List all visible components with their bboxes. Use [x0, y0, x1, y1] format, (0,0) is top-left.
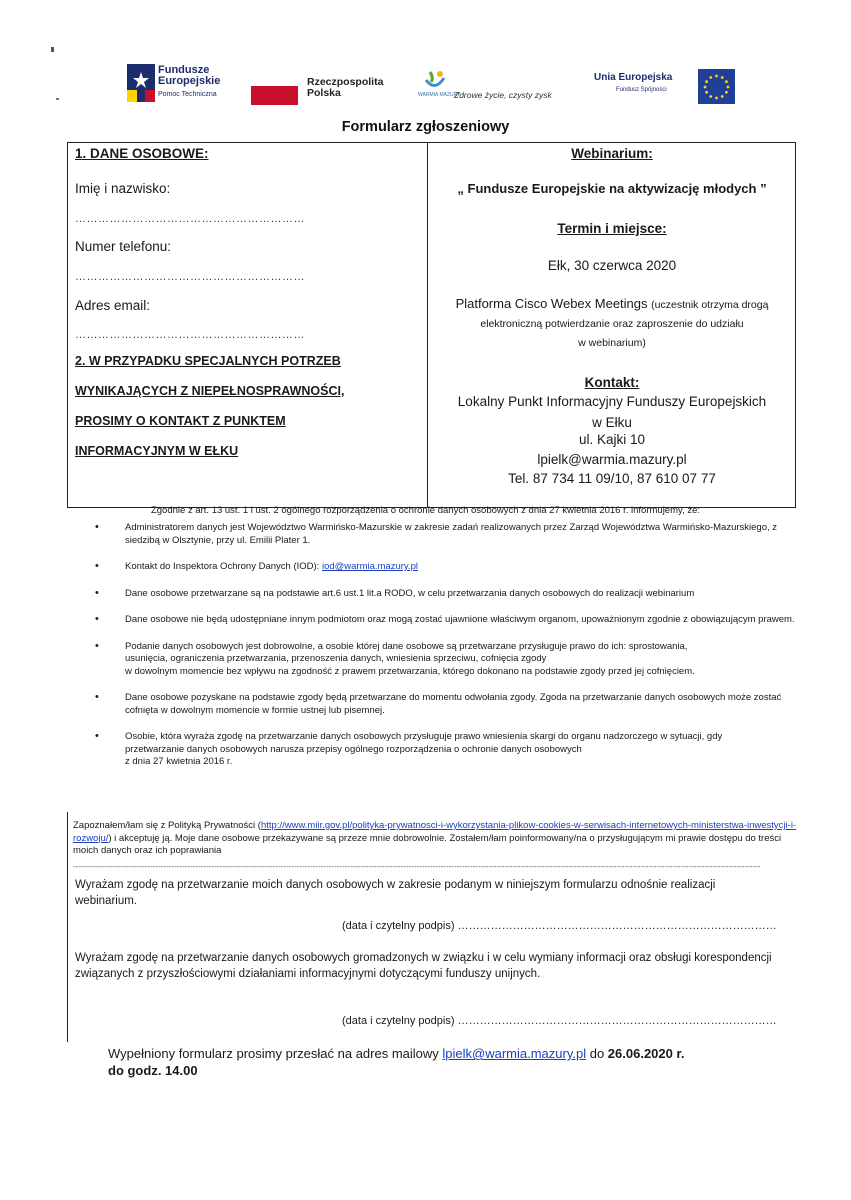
signature-dots: ……………………………………………………………………………: [457, 1015, 777, 1027]
contact-office: Lokalny Punkt Informacyjny Funduszy Europejskich: [457, 394, 767, 409]
rp-logo-text: Rzeczpospolita Polska: [307, 76, 384, 99]
polish-flag-icon: [251, 86, 298, 105]
scan-mark: [56, 98, 59, 100]
gdpr-bullet-complaint: [95, 731, 795, 769]
warmia-mazury-name: WARMIA MAZURY: [418, 92, 461, 98]
contact-city: w Ełku: [592, 415, 632, 430]
gdpr-bullet-rights: [95, 641, 795, 679]
fe-logo-text: Fundusze Europejskie: [158, 64, 221, 87]
footer-email-link[interactable]: lpielk@warmia.mazury.pl: [442, 1046, 587, 1061]
phone-label: Numer telefonu:: [75, 239, 172, 254]
warmia-mazury-icon: [422, 68, 448, 92]
signature-dots: ……………………………………………………………………………: [457, 920, 777, 932]
signature-label: (data i czytelny podpis): [342, 920, 455, 932]
gdpr-intro: Zgodnie z art. 13 ust. 1 i ust. 2 ogólnego rozporządzenia o ochronie danych osobowych z dnia 27 kwietnia 2016 r. informujemy, że:: [150, 505, 701, 516]
term-heading: Termin i miejsce:: [557, 221, 667, 236]
footer-time: do godz. 14.00: [108, 1063, 198, 1078]
complaint-line2: przetwarzanie danych osobowych narusza przepisy ogólnego rozporządzenia o ochronie danych osobowych: [125, 743, 582, 755]
iod-email-link[interactable]: iod@warmia.mazury.pl: [321, 561, 419, 572]
name-label: Imię i nazwisko:: [75, 181, 171, 196]
consent-processing: Wyrażam zgodę na przetwarzanie moich danych osobowych w zakresie podanym w niniejszym formularzu odnośnie realizacji webinarium.: [75, 879, 716, 907]
privacy-policy-statement: [73, 820, 798, 858]
email-label: Adres email:: [75, 298, 151, 313]
special-needs-line3: PROSIMY O KONTAKT Z PUNKTEM: [75, 414, 286, 428]
logo-fundusze-europejskie: [127, 64, 247, 106]
fe-logo-subtitle: Pomoc Techniczna: [158, 91, 217, 98]
rights-line1: • Podanie danych osobowych jest dobrowolne, a osobie której dane osobowe są przetwarzane przysługuje prawo do ich: sprostowania,: [125, 640, 688, 652]
name-field[interactable]: ……………………………………………………: [75, 213, 305, 225]
fe-star-icon: [127, 64, 155, 102]
gdpr-bullet-administrator: • Administratorem danych jest Województwo Warmińsko-Mazurskie w zakresie zadań realizowanych przez Zarząd Województwa Warmińsko-Mazurskiego, z siedzibą w Olsztynie, przy ul. Emilii Plater 1.: [95, 522, 795, 547]
pp-text-before: Zapoznałem/łam się z Polityką Prywatności (: [73, 820, 261, 831]
gdpr-bullet-legal-basis: • Dane osobowe przetwarzane są na podstawie art.6 ust.1 lit.a RODO, w celu przetwarzania danych osobowych do realizacji webinarium: [95, 588, 795, 601]
platform-note: (uczestnik otrzyma drogą: [651, 299, 769, 311]
consent-frame-left: [67, 812, 68, 1042]
privacy-policy-link[interactable]: http://www.miir.gov.pl/polityka-prywatnosci-i-wykorzystania-plikow-cookies-w-serwisach-internetowych-ministerstwa-inwestycji-i-rozwoju/: [73, 820, 797, 844]
signature-label: (data i czytelny podpis): [342, 1015, 455, 1027]
platform-note-line2: elektroniczną potwierdzanie oraz zaproszenie do udziału: [480, 318, 744, 330]
consent-correspondence: Wyrażam zgodę na przetwarzanie danych osobowych gromadzonych w związku i w celu wymiany informacji oraz obsługi korespondencji związanych z przyszłościowymi działaniami informacyjnymi dotyczącymi funduszy unijnych.: [75, 952, 772, 980]
complaint-line3: z dnia 27 kwietnia 2016 r.: [125, 756, 233, 767]
footer-deadline: 26.06.2020 r.: [607, 1046, 685, 1061]
ue-logo-subtitle: Fundusz Spójności: [616, 87, 667, 93]
webinar-title: „ Fundusze Europejskie na aktywizację młodych ”: [457, 181, 767, 196]
webinar-date: Ełk, 30 czerwca 2020: [547, 258, 677, 273]
signature-line-2[interactable]: [342, 1015, 777, 1027]
gdpr-bullet-iod: [95, 561, 795, 574]
special-needs-line1: 2. W PRZYPADKU SPECJALNYCH POTRZEB: [75, 354, 341, 368]
contact-email[interactable]: lpielk@warmia.mazury.pl: [537, 452, 687, 467]
complaint-line1: • Osobie, która wyraża zgodę na przetwarzanie danych osobowych przysługuje prawo wniesienia skargi do organu nadzorczego w sytuacji, gdy: [125, 731, 723, 742]
contact-address: ul. Kajki 10: [578, 432, 646, 447]
form-title: Formularz zgłoszeniowy: [341, 119, 510, 135]
submission-instructions: [108, 1045, 808, 1079]
pp-text-after: ) i akceptuję ją. Moje dane osobowe przekazywane są przeze mnie dobrowolnie. Zostałem/łam poinformowany/na o przysługującym mi prawie dostępu do treści moich danych oraz ich poprawiania: [73, 832, 782, 856]
logo-unia-europejska: [594, 69, 736, 105]
webinar-heading: Webinarium:: [571, 146, 653, 161]
gdpr-bullet-list: [95, 522, 795, 769]
platform-note-line3: w webinarium): [578, 337, 646, 349]
ue-logo-text: Unia Europejska: [594, 72, 673, 83]
logo-warmia-mazury: [418, 68, 578, 108]
scan-mark: [51, 47, 54, 52]
webinar-platform: [428, 296, 796, 311]
separator-dashes: ------------------------------------------------------------------------------------------------------------------------------------------------------------------------------------------------------------------------------------------------------------------: [73, 862, 761, 871]
footer-deadline-prefix: do: [586, 1046, 608, 1061]
footer-text: Wypełniony formularz prosimy przesłać na adres mailowy: [108, 1046, 443, 1061]
contact-heading: Kontakt:: [584, 375, 640, 390]
email-field[interactable]: ……………………………………………………: [75, 329, 305, 341]
special-needs-line2: WYNIKAJĄCYCH Z NIEPEŁNOSPRAWNOŚCI,: [75, 384, 345, 398]
phone-field[interactable]: ……………………………………………………: [75, 271, 305, 283]
iod-label: Kontakt do Inspektora Ochrony Danych (IOD):: [125, 561, 322, 572]
wm-slogan: Zdrowe życie, czysty zysk: [454, 90, 552, 100]
gdpr-bullet-sharing: • Dane osobowe nie będą udostępniane innym podmiotom oraz mogą zostać ujawnione właściwym organom, upoważnionym zgodnie z obowiązującym prawem.: [95, 614, 795, 627]
eu-flag-icon: [698, 69, 735, 104]
special-needs-line4: INFORMACYJNYM W EŁKU: [75, 444, 239, 458]
rights-line2: usunięcia, ograniczenia przetwarzania, przenoszenia danych, wniesienia sprzeciwu, cofnięcia zgody: [125, 653, 547, 664]
contact-phone: Tel. 87 734 11 09/10, 87 610 07 77: [508, 471, 716, 486]
signature-line-1[interactable]: [342, 920, 777, 932]
gdpr-bullet-retention: • Dane osobowe pozyskane na podstawie zgody będą przetwarzane do momentu odwołania zgody. Zgoda na przetwarzanie danych osobowych może zostać cofnięta w dowolnym momencie w formie ustnej lub pisemnej.: [95, 692, 795, 717]
platform-name: Platforma Cisco Webex Meetings: [455, 296, 648, 311]
section-personal-data-heading: 1. DANE OSOBOWE:: [75, 146, 209, 161]
rights-line3: w dowolnym momencie bez wpływu na zgodność z prawem przetwarzania, którego dokonano na podstawie zgody przed jej cofnięciem.: [125, 665, 695, 677]
